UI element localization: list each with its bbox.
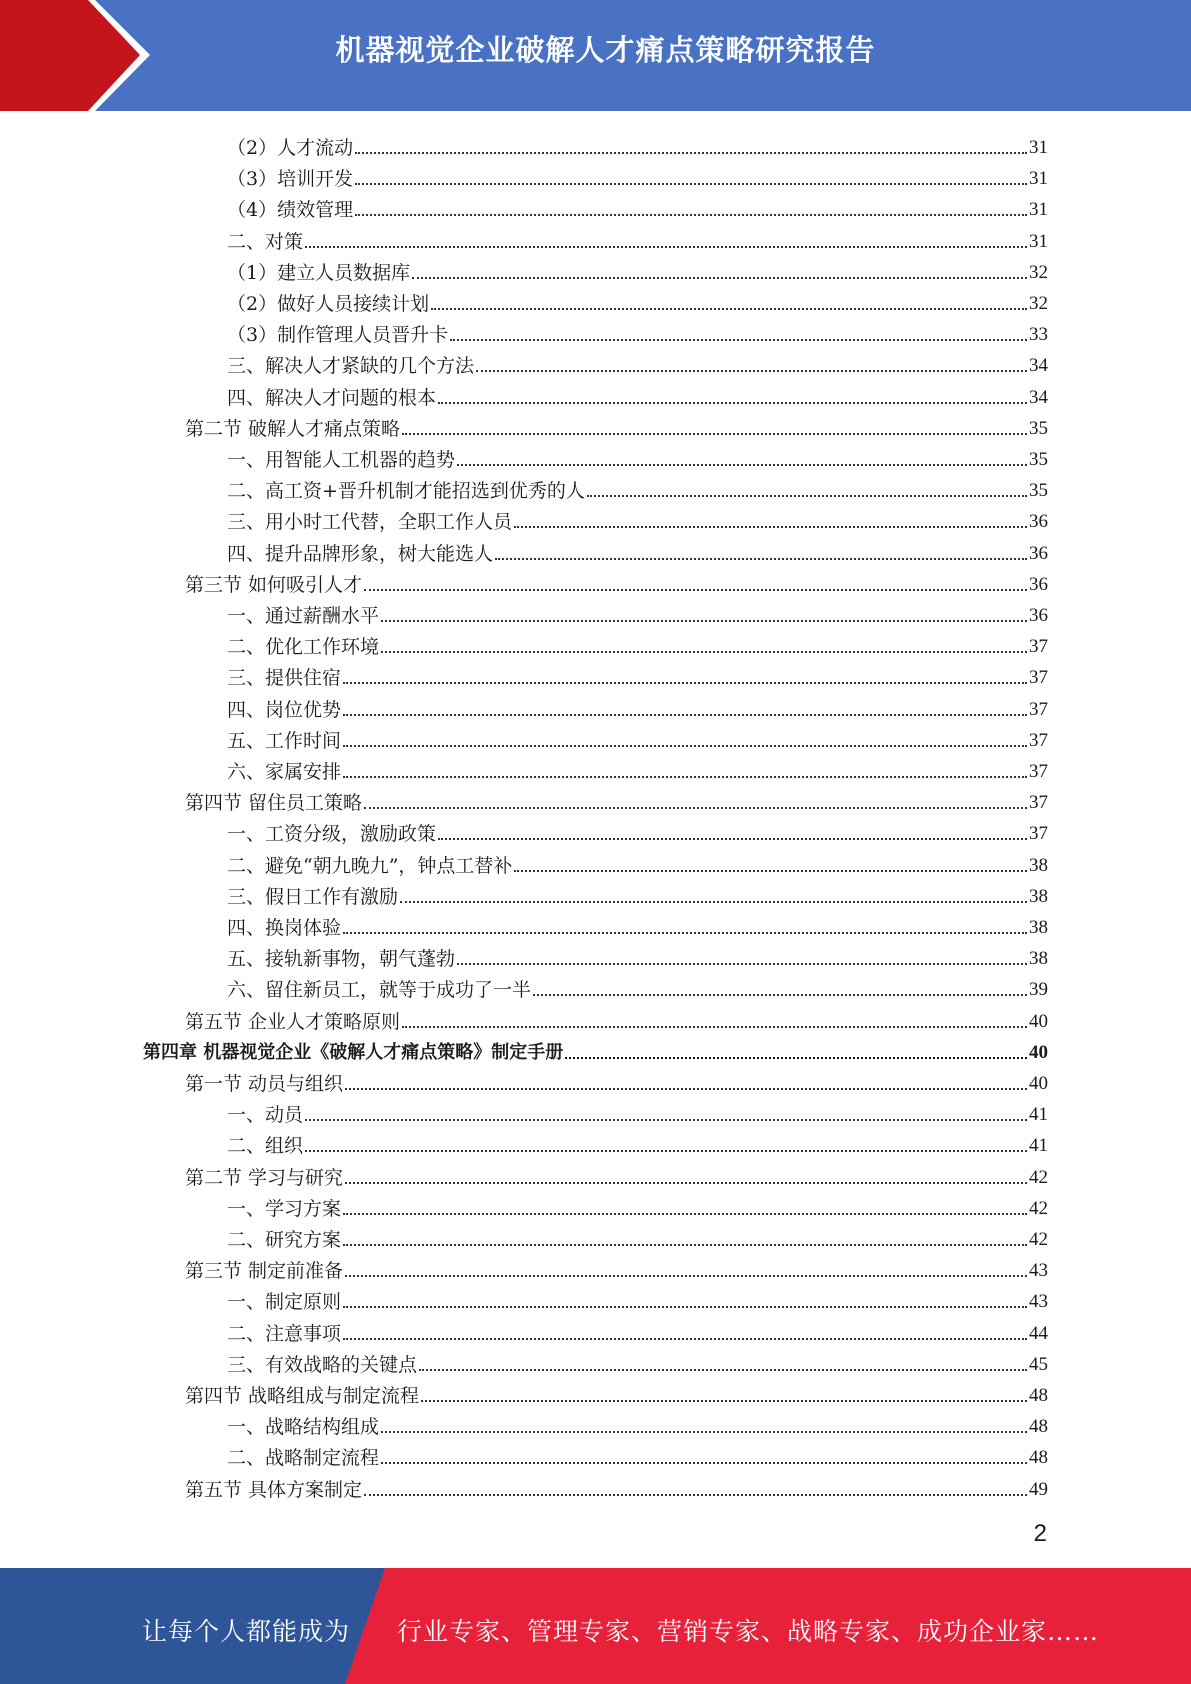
toc-leader-dots [412, 277, 1027, 279]
toc-entry-label: （3）制作管理人员晋升卡 [227, 324, 449, 347]
toc-leader-dots [364, 1494, 1027, 1496]
toc-leader-dots [450, 339, 1027, 341]
toc-entry[interactable] [227, 1345, 1048, 1376]
toc-leader-dots [343, 1338, 1027, 1340]
toc-entry[interactable] [227, 284, 1048, 315]
toc-entry-label: 二、避免“朝九晚九”，钟点工替补 [227, 854, 513, 877]
toc-entry-page: 43 [1029, 1291, 1048, 1313]
toc-entry-label: （3）培训开发 [227, 168, 354, 191]
toc-entry[interactable] [227, 253, 1048, 284]
toc-entry[interactable] [227, 128, 1048, 159]
toc-leader-dots [355, 152, 1027, 154]
toc-entry[interactable] [227, 440, 1048, 471]
toc-entry-page: 38 [1029, 917, 1048, 938]
toc-entry[interactable] [227, 939, 1048, 970]
page-footer [0, 1568, 1191, 1684]
toc-entry[interactable] [227, 315, 1048, 346]
toc-entry[interactable] [227, 846, 1048, 877]
toc-entry-label: 二、研究方案 [227, 1229, 342, 1251]
toc-entry[interactable] [185, 1064, 1048, 1095]
toc-leader-dots [345, 1088, 1027, 1090]
toc-entry-label: 三、提供住宿 [227, 667, 342, 690]
toc-leader-dots [355, 183, 1027, 185]
toc-leader-dots [364, 807, 1027, 809]
toc-entry-label: 一、动员 [227, 1104, 304, 1127]
page-number: 2 [1033, 1520, 1047, 1547]
toc-entry-page: 40 [1029, 1073, 1048, 1094]
toc-leader-dots [364, 589, 1027, 591]
toc-entry-label: 第二节 破解人才痛点策略 [185, 417, 401, 440]
toc-entry[interactable] [227, 159, 1048, 190]
toc-entry[interactable] [227, 814, 1048, 845]
toc-entry-page: 42 [1029, 1166, 1048, 1188]
toc-leader-dots [305, 246, 1027, 248]
toc-entry-label: 第三节 制定前准备 [185, 1260, 344, 1283]
toc-entry[interactable] [185, 1002, 1048, 1033]
toc-entry-label: （2）做好人员接续计划 [227, 293, 430, 315]
toc-entry-label: 第五节 企业人才策略原则 [185, 1010, 401, 1033]
toc-entry[interactable] [227, 752, 1048, 783]
toc-entry[interactable] [227, 970, 1048, 1001]
toc-entry[interactable] [227, 721, 1048, 752]
toc-entry-page: 42 [1029, 1197, 1048, 1219]
toc-entry-page: 32 [1029, 293, 1048, 314]
toc-entry-page: 31 [1029, 199, 1048, 221]
toc-entry-label: 二、对策 [227, 230, 304, 253]
toc-leader-dots [457, 963, 1027, 965]
toc-leader-dots [381, 651, 1027, 653]
toc-entry[interactable] [227, 1438, 1048, 1469]
toc-leader-dots [355, 214, 1027, 216]
toc-chapter-entry[interactable] [143, 1033, 1048, 1064]
toc-entry-page: 37 [1029, 792, 1048, 814]
toc-leader-dots [533, 994, 1027, 996]
toc-leader-dots [381, 1462, 1027, 1464]
toc-entry-page: 49 [1029, 1478, 1048, 1500]
toc-entry-page: 37 [1029, 667, 1048, 689]
toc-leader-dots [495, 558, 1027, 560]
toc-leader-dots [381, 620, 1027, 622]
toc-entry-page: 36 [1029, 511, 1048, 533]
toc-entry[interactable] [227, 596, 1048, 627]
page-title: 机器视觉企业破解人才痛点策略研究报告 [335, 33, 876, 67]
toc-leader-dots [514, 870, 1027, 872]
page-header [0, 0, 1191, 111]
toc-entry-page: 35 [1029, 417, 1048, 439]
toc-entry-label: 三、解决人才紧缺的几个方法 [227, 355, 475, 378]
footer-slogan-right: 行业专家、管理专家、营销专家、战略专家、成功企业家…… [397, 1617, 1100, 1646]
footer-slogan-left: 让每个人都能成为 [142, 1617, 351, 1646]
toc-entry[interactable] [227, 1095, 1048, 1126]
toc-leader-dots [305, 1150, 1027, 1152]
toc-leader-dots [421, 1400, 1027, 1402]
toc-entry-label: 六、留住新员工，就等于成功了一半 [227, 979, 532, 1002]
toc-entry[interactable] [185, 1376, 1048, 1407]
toc-entry[interactable] [185, 783, 1048, 814]
toc-entry[interactable] [185, 409, 1048, 440]
toc-entry[interactable] [227, 534, 1048, 565]
toc-leader-dots [402, 433, 1027, 435]
toc-entry-label: 四、解决人才问题的根本 [227, 386, 437, 409]
toc-entry[interactable] [227, 378, 1048, 409]
toc-leader-dots [565, 1057, 1027, 1059]
toc-entry[interactable] [227, 658, 1048, 689]
toc-entry-page: 41 [1029, 1104, 1048, 1126]
toc-entry[interactable] [227, 222, 1048, 253]
toc-entry-page: 48 [1029, 1385, 1048, 1406]
toc-entry-page: 38 [1029, 885, 1048, 907]
toc-leader-dots [402, 1026, 1027, 1028]
toc-entry-label: 一、用智能人工机器的趋势 [227, 449, 456, 471]
toc-entry-page: 37 [1029, 729, 1048, 751]
toc-entry[interactable] [227, 1220, 1048, 1251]
toc-entry-label: （1）建立人员数据库 [227, 261, 411, 284]
toc-entry-label: 二、组织 [227, 1135, 304, 1158]
toc-entry-page: 40 [1029, 1041, 1048, 1063]
toc-leader-dots [438, 402, 1027, 404]
toc-entry-page: 37 [1029, 698, 1048, 720]
toc-entry-label: 四、岗位优势 [227, 698, 342, 721]
toc-entry-page: 38 [1029, 948, 1048, 970]
toc-entry-page: 44 [1029, 1322, 1048, 1344]
toc-entry-label: 第四节 留住员工策略 [185, 792, 363, 815]
toc-entry-label: 一、学习方案 [227, 1197, 342, 1220]
toc-entry-label: 六、家属安排 [227, 761, 342, 783]
toc-entry-label: 第二节 学习与研究 [185, 1166, 344, 1189]
toc-entry-page: 35 [1029, 480, 1048, 502]
toc-entry-label: 二、优化工作环境 [227, 636, 380, 659]
toc-entry-label: （4）绩效管理 [227, 199, 354, 222]
toc-entry[interactable] [185, 1251, 1048, 1282]
toc-leader-dots [457, 464, 1027, 466]
toc-entry-page: 36 [1029, 605, 1048, 626]
toc-entry[interactable] [227, 190, 1048, 221]
toc-leader-dots [343, 745, 1027, 747]
toc-entry-page: 34 [1029, 355, 1048, 377]
toc-leader-dots [381, 1431, 1027, 1433]
toc-leader-dots [343, 1213, 1027, 1215]
toc-entry-label: 三、假日工作有激励 [227, 885, 399, 908]
toc-leader-dots [345, 1275, 1027, 1277]
toc-entry-page: 36 [1029, 542, 1048, 564]
toc-entry-page: 43 [1029, 1260, 1048, 1282]
toc-entry-page: 31 [1029, 137, 1048, 158]
toc-entry[interactable] [227, 1314, 1048, 1345]
toc-entry-label: 一、工资分级，激励政策 [227, 823, 437, 846]
toc-entry[interactable] [227, 1282, 1048, 1313]
toc-entry-page: 37 [1029, 823, 1048, 845]
toc-leader-dots [431, 308, 1027, 310]
toc-entry-label: 第一节 动员与组织 [185, 1073, 344, 1095]
toc-entry-page: 36 [1029, 573, 1048, 595]
toc-entry-label: 一、战略结构组成 [227, 1416, 380, 1439]
toc-entry-label: 二、战略制定流程 [227, 1447, 380, 1470]
toc-entry-page: 45 [1029, 1353, 1048, 1375]
toc-entry-page: 35 [1029, 449, 1048, 470]
toc-entry[interactable] [227, 1126, 1048, 1157]
toc-entry-page: 33 [1029, 324, 1048, 346]
toc-entry-page: 32 [1029, 261, 1048, 283]
toc-entry-label: 第五节 具体方案制定 [185, 1478, 363, 1501]
toc-entry-label: 三、用小时工代替，全职工作人员 [227, 511, 513, 534]
toc-leader-dots [419, 1369, 1027, 1371]
toc-entry[interactable] [227, 1407, 1048, 1438]
toc-entry-label: 第四章 机器视觉企业《破解人才痛点策略》制定手册 [143, 1041, 564, 1063]
toc-leader-dots [305, 1119, 1027, 1121]
toc-leader-dots [438, 838, 1027, 840]
toc-entry-label: 一、通过薪酬水平 [227, 605, 380, 627]
toc-entry[interactable] [227, 346, 1048, 377]
toc-entry[interactable] [185, 565, 1048, 596]
toc-leader-dots [343, 682, 1027, 684]
toc-entry-label: 第四节 战略组成与制定流程 [185, 1385, 420, 1407]
toc-entry-label: （2）人才流动 [227, 137, 354, 159]
toc-leader-dots [343, 1306, 1027, 1308]
toc-entry-page: 38 [1029, 854, 1048, 876]
toc-entry-label: 四、提升品牌形象，树大能选人 [227, 542, 494, 565]
toc-entry[interactable] [227, 502, 1048, 533]
toc-entry-label: 五、接轨新事物，朝气蓬勃 [227, 948, 456, 971]
toc-entry-label: 四、换岗体验 [227, 917, 342, 939]
toc-entry-label: 第三节 如何吸引人才 [185, 573, 363, 596]
toc-entry-label: 一、制定原则 [227, 1291, 342, 1314]
toc-entry[interactable] [227, 690, 1048, 721]
toc-leader-dots [343, 932, 1027, 934]
toc-leader-dots [343, 1244, 1027, 1246]
toc-entry[interactable] [227, 908, 1048, 939]
toc-entry-page: 40 [1029, 1010, 1048, 1032]
toc-entry-page: 31 [1029, 230, 1048, 252]
toc-entry-page: 48 [1029, 1416, 1048, 1438]
toc-leader-dots [514, 526, 1027, 528]
toc-entry-label: 二、注意事项 [227, 1322, 342, 1345]
toc-leader-dots [476, 370, 1027, 372]
toc-entry-page: 42 [1029, 1229, 1048, 1250]
toc-entry-page: 37 [1029, 761, 1048, 782]
toc-entry[interactable] [185, 1158, 1048, 1189]
toc-leader-dots [343, 714, 1027, 716]
toc-entry[interactable] [227, 877, 1048, 908]
toc-entry-page: 31 [1029, 168, 1048, 190]
toc-leader-dots [343, 776, 1027, 778]
toc-entry-label: 三、有效战略的关键点 [227, 1353, 418, 1376]
toc-entry[interactable] [227, 627, 1048, 658]
toc-entry-page: 48 [1029, 1447, 1048, 1469]
toc-leader-dots [345, 1182, 1027, 1184]
toc-entry[interactable] [227, 1189, 1048, 1220]
toc-entry-page: 39 [1029, 979, 1048, 1001]
toc-entry-label: 五、工作时间 [227, 729, 342, 752]
toc-entry[interactable] [227, 471, 1048, 502]
toc-entry-page: 41 [1029, 1135, 1048, 1157]
toc-entry-page: 37 [1029, 636, 1048, 658]
toc-entry[interactable] [185, 1470, 1048, 1501]
toc-entry-page: 34 [1029, 386, 1048, 408]
toc-leader-dots [400, 901, 1027, 903]
toc-leader-dots [587, 495, 1027, 497]
toc-entry-label: 二、高工资+晋升机制才能招选到优秀的人 [227, 480, 585, 503]
